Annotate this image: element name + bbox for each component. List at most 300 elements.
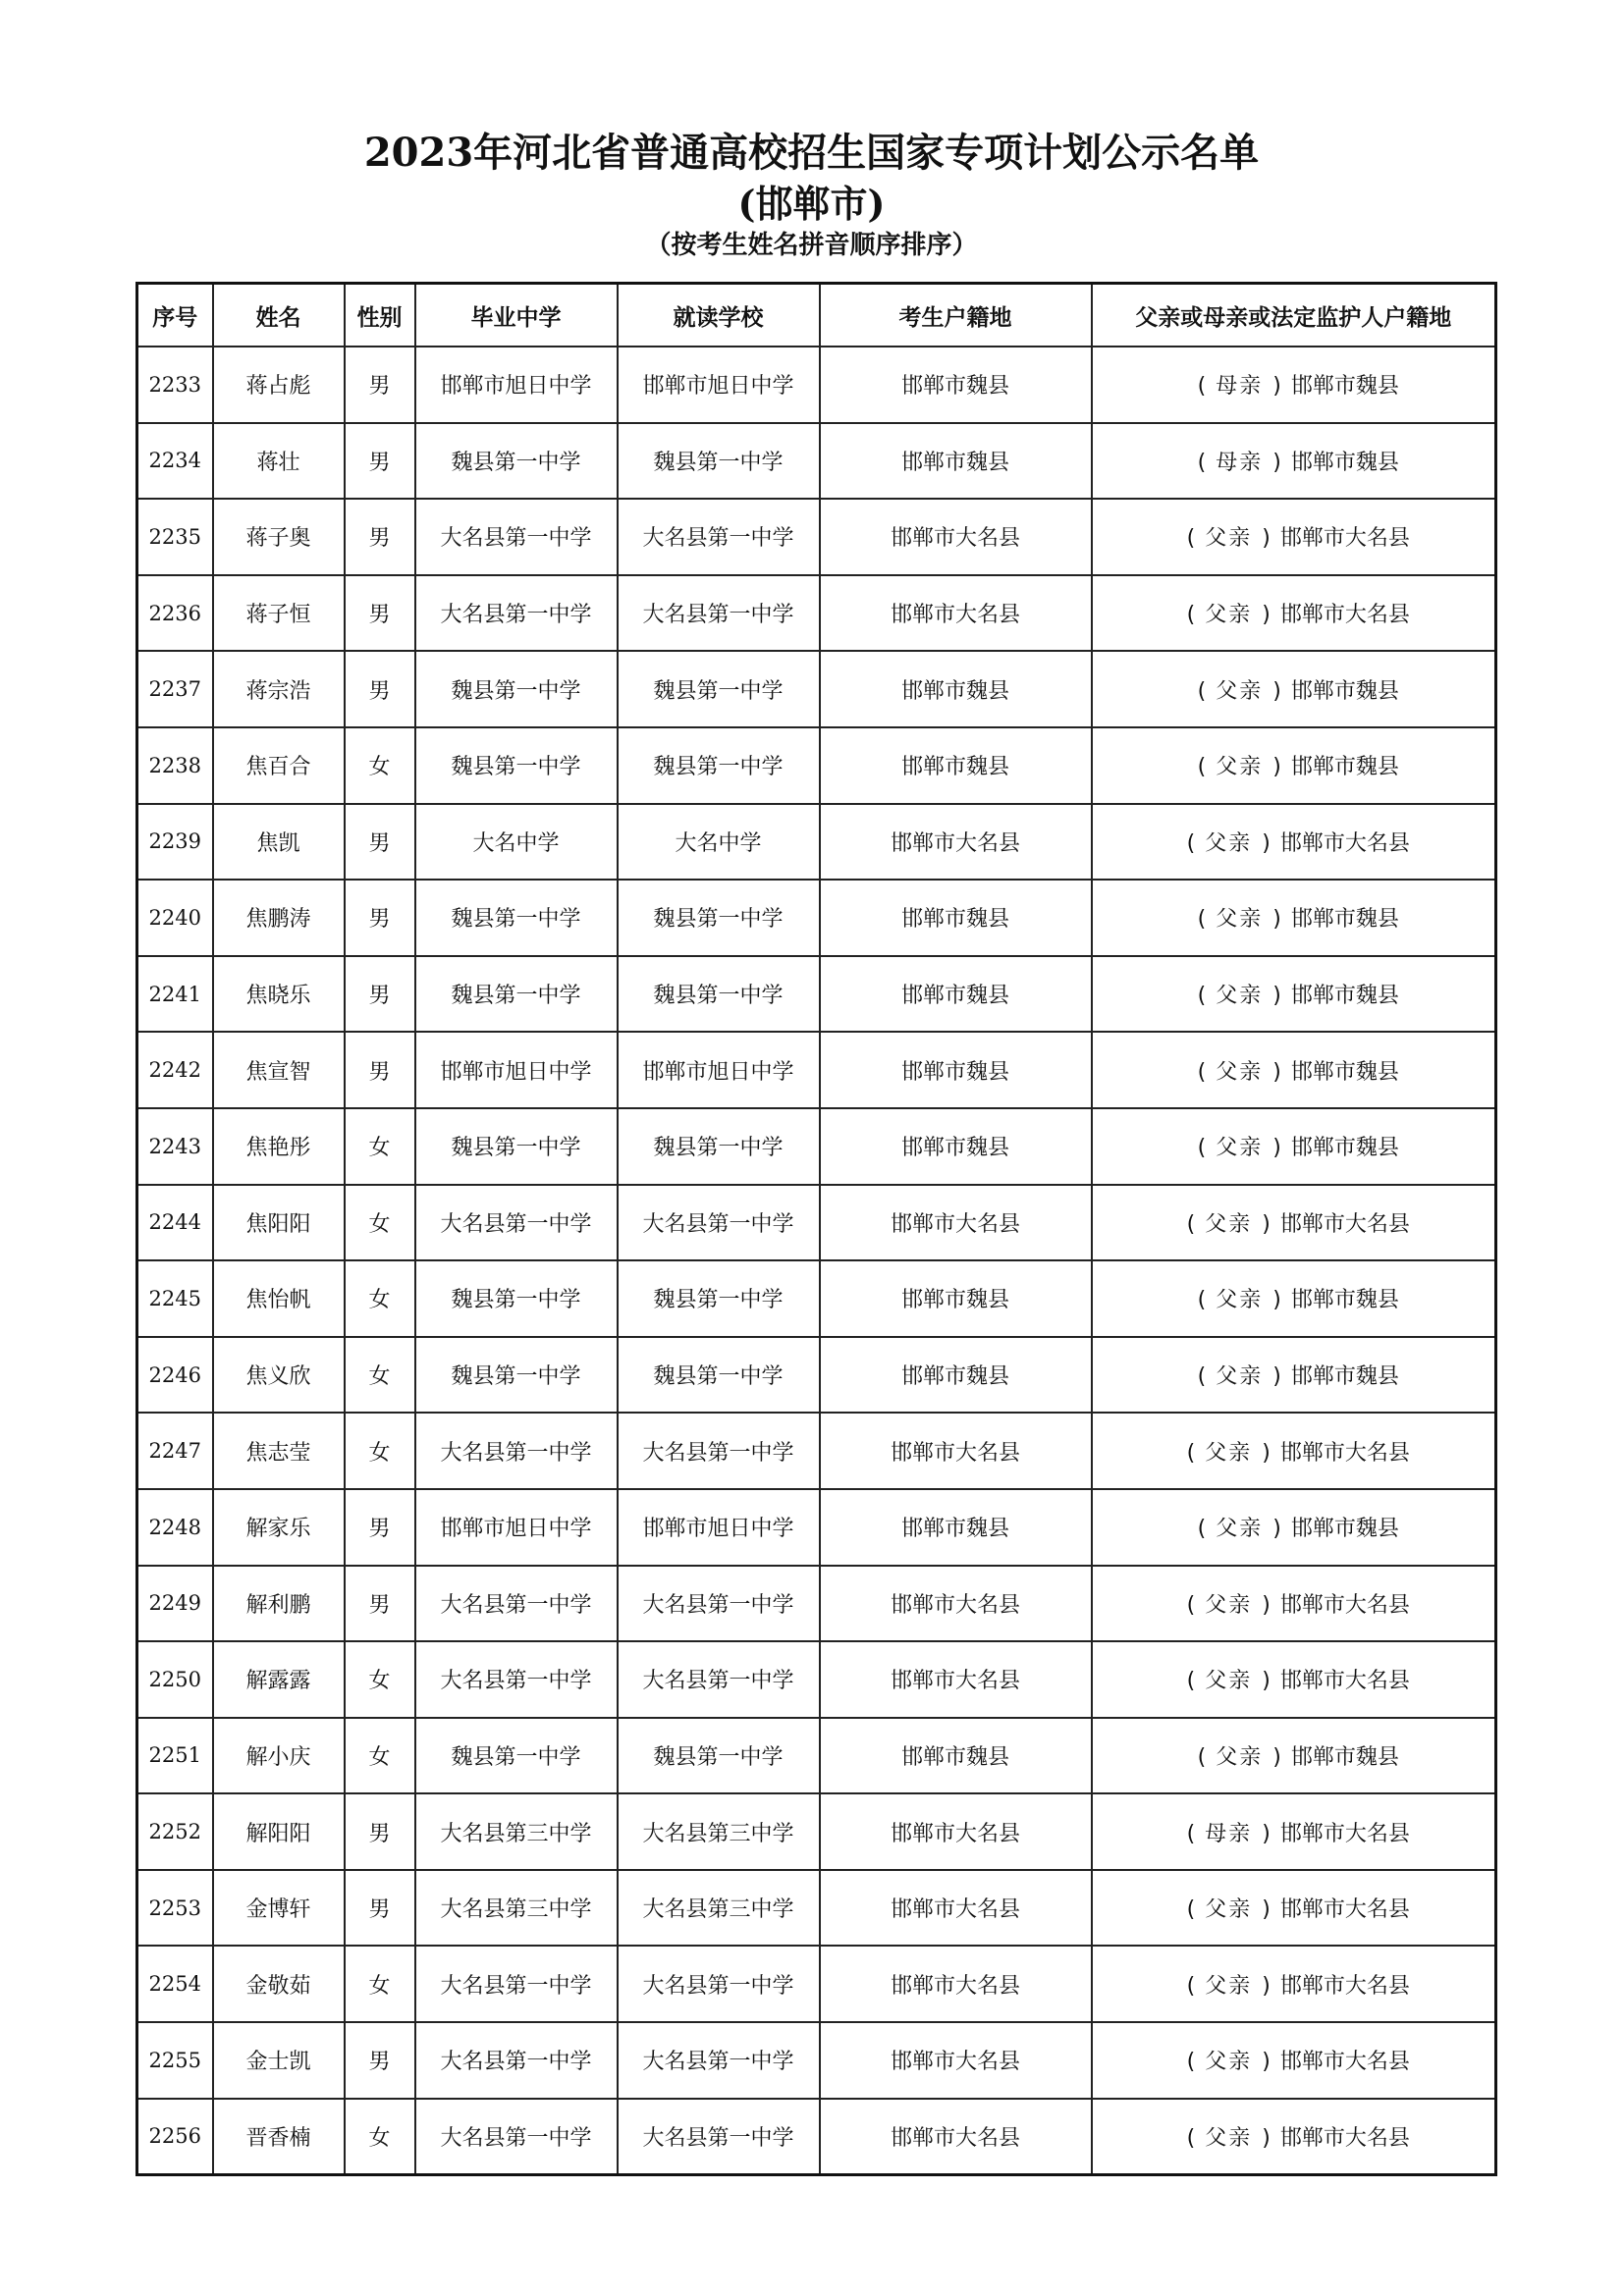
cell-school: 魏县第一中学: [618, 423, 820, 500]
table-row: [137, 880, 1496, 956]
cell-grad-school: 大名县第一中学: [415, 499, 618, 575]
cell-gender: 男: [345, 880, 415, 956]
guardian-relation: 父亲: [1216, 1136, 1264, 1161]
cell-gender: 男: [345, 575, 415, 652]
cell-grad-school: 大名县第三中学: [415, 1870, 618, 1947]
guardian-place: 邯郸市魏县: [1290, 984, 1399, 1009]
roster-table: [135, 282, 1497, 2176]
cell-school: 邯郸市旭日中学: [618, 347, 820, 423]
cell-school: 魏县第一中学: [618, 880, 820, 956]
guardian-relation: 父亲: [1216, 1288, 1264, 1313]
cell-guardian-household: [1092, 1185, 1496, 1261]
close-paren: ): [1272, 1288, 1281, 1313]
close-paren: ): [1272, 984, 1281, 1009]
cell-guardian-household: [1092, 1337, 1496, 1414]
cell-guardian-household: [1092, 880, 1496, 956]
table-row: [137, 651, 1496, 727]
open-paren: (: [1186, 2050, 1196, 2075]
cell-grad-school: 大名县第一中学: [415, 1566, 618, 1642]
column-header-name: 姓名: [213, 284, 345, 347]
cell-no: 2243: [137, 1108, 213, 1185]
cell-household: 邯郸市魏县: [820, 880, 1092, 956]
guardian-relation: 父亲: [1205, 830, 1253, 856]
cell-no: 2240: [137, 880, 213, 956]
column-header-grad-school: 毕业中学: [415, 284, 618, 347]
cell-guardian-household: [1092, 1946, 1496, 2022]
guardian-relation: 父亲: [1205, 1440, 1253, 1466]
open-paren: (: [1186, 1592, 1196, 1618]
cell-school: 大名县第一中学: [618, 575, 820, 652]
cell-no: 2253: [137, 1870, 213, 1947]
cell-household: 邯郸市大名县: [820, 804, 1092, 881]
cell-no: 2241: [137, 956, 213, 1033]
cell-grad-school: 魏县第一中学: [415, 1718, 618, 1794]
guardian-place: 邯郸市魏县: [1290, 1288, 1399, 1313]
guardian-relation: 父亲: [1205, 1973, 1253, 1999]
cell-household: 邯郸市大名县: [820, 1946, 1092, 2022]
column-header-no: 序号: [137, 284, 213, 347]
cell-guardian-household: [1092, 1870, 1496, 1947]
cell-name: 焦艳彤: [213, 1108, 345, 1185]
cell-gender: 男: [345, 1793, 415, 1870]
cell-name: 解阳阳: [213, 1793, 345, 1870]
cell-guardian-household: [1092, 804, 1496, 881]
table-row: [137, 1718, 1496, 1794]
table-row: [137, 1260, 1496, 1337]
guardian-place: 邯郸市大名县: [1279, 1440, 1410, 1466]
guardian-place: 邯郸市魏县: [1290, 755, 1399, 780]
cell-school: 邯郸市旭日中学: [618, 1032, 820, 1108]
cell-guardian-household: [1092, 2099, 1496, 2175]
open-paren: (: [1186, 603, 1196, 628]
cell-school: 魏县第一中学: [618, 727, 820, 804]
cell-name: 焦鹏涛: [213, 880, 345, 956]
open-paren: (: [1197, 1136, 1207, 1161]
cell-grad-school: 大名县第一中学: [415, 2022, 618, 2099]
cell-school: 大名中学: [618, 804, 820, 881]
cell-gender: 男: [345, 804, 415, 881]
cell-grad-school: 大名县第一中学: [415, 1641, 618, 1718]
table-row: [137, 575, 1496, 652]
cell-household: 邯郸市大名县: [820, 1413, 1092, 1489]
cell-grad-school: 魏县第一中学: [415, 1260, 618, 1337]
cell-grad-school: 魏县第一中学: [415, 1337, 618, 1414]
cell-no: 2245: [137, 1260, 213, 1337]
cell-name: 蒋宗浩: [213, 651, 345, 727]
open-paren: (: [1197, 907, 1207, 933]
close-paren: ): [1272, 1744, 1281, 1770]
open-paren: (: [1186, 1440, 1196, 1466]
guardian-relation: 父亲: [1216, 907, 1264, 933]
open-paren: (: [1186, 830, 1196, 856]
cell-name: 金士凯: [213, 2022, 345, 2099]
cell-guardian-household: [1092, 1793, 1496, 1870]
cell-no: 2247: [137, 1413, 213, 1489]
guardian-relation: 父亲: [1205, 1592, 1253, 1618]
sort-note: （按考生姓名拼音顺序排序）: [645, 231, 978, 260]
guardian-place: 邯郸市大名县: [1279, 1973, 1410, 1999]
cell-no: 2250: [137, 1641, 213, 1718]
close-paren: ): [1262, 1821, 1271, 1846]
cell-grad-school: 大名县第一中学: [415, 1946, 618, 2022]
cell-school: 大名县第一中学: [618, 499, 820, 575]
cell-name: 金博轩: [213, 1870, 345, 1947]
table-header-row: [137, 284, 1496, 347]
cell-guardian-household: [1092, 1566, 1496, 1642]
table-row: [137, 2022, 1496, 2099]
guardian-place: 邯郸市大名县: [1279, 1211, 1410, 1237]
cell-grad-school: 大名县第三中学: [415, 1793, 618, 1870]
table-row: [137, 956, 1496, 1033]
table-row: [137, 423, 1496, 500]
guardian-relation: 母亲: [1205, 1821, 1253, 1846]
guardian-relation: 父亲: [1205, 1211, 1253, 1237]
close-paren: ): [1262, 603, 1271, 628]
cell-school: 大名县第三中学: [618, 1870, 820, 1947]
cell-no: 2251: [137, 1718, 213, 1794]
cell-guardian-household: [1092, 1032, 1496, 1108]
cell-gender: 男: [345, 2022, 415, 2099]
close-paren: ): [1262, 1669, 1271, 1694]
guardian-relation: 母亲: [1216, 374, 1264, 400]
cell-grad-school: 魏县第一中学: [415, 727, 618, 804]
table-row: [137, 1413, 1496, 1489]
cell-household: 邯郸市大名县: [820, 499, 1092, 575]
cell-household: 邯郸市魏县: [820, 347, 1092, 423]
guardian-place: 邯郸市魏县: [1290, 450, 1399, 475]
cell-household: 邯郸市大名县: [820, 1566, 1092, 1642]
cell-no: 2256: [137, 2099, 213, 2175]
close-paren: ): [1262, 1897, 1271, 1923]
cell-name: 蒋壮: [213, 423, 345, 500]
cell-gender: 女: [345, 1413, 415, 1489]
open-paren: (: [1197, 1517, 1207, 1542]
cell-grad-school: 邯郸市旭日中学: [415, 347, 618, 423]
cell-no: 2242: [137, 1032, 213, 1108]
cell-name: 焦怡帆: [213, 1260, 345, 1337]
cell-no: 2236: [137, 575, 213, 652]
cell-gender: 女: [345, 1641, 415, 1718]
cell-school: 魏县第一中学: [618, 1337, 820, 1414]
close-paren: ): [1272, 1136, 1281, 1161]
cell-name: 焦宣智: [213, 1032, 345, 1108]
close-paren: ): [1272, 1364, 1281, 1390]
cell-household: 邯郸市大名县: [820, 2099, 1092, 2175]
guardian-place: 邯郸市魏县: [1290, 374, 1399, 400]
cell-no: 2238: [137, 727, 213, 804]
guardian-relation: 父亲: [1216, 678, 1264, 704]
table-row: [137, 727, 1496, 804]
cell-guardian-household: [1092, 1260, 1496, 1337]
cell-no: 2234: [137, 423, 213, 500]
cell-gender: 女: [345, 1108, 415, 1185]
cell-household: 邯郸市大名县: [820, 1185, 1092, 1261]
cell-guardian-household: [1092, 1489, 1496, 1566]
cell-no: 2233: [137, 347, 213, 423]
open-paren: (: [1197, 1288, 1207, 1313]
table-row: [137, 1566, 1496, 1642]
cell-guardian-household: [1092, 727, 1496, 804]
cell-no: 2255: [137, 2022, 213, 2099]
cell-gender: 男: [345, 499, 415, 575]
open-paren: (: [1186, 1973, 1196, 1999]
cell-name: 焦阳阳: [213, 1185, 345, 1261]
cell-name: 解露露: [213, 1641, 345, 1718]
cell-name: 蒋子奥: [213, 499, 345, 575]
cell-household: 邯郸市魏县: [820, 727, 1092, 804]
cell-household: 邯郸市大名县: [820, 1641, 1092, 1718]
cell-gender: 男: [345, 956, 415, 1033]
open-paren: (: [1186, 1211, 1196, 1237]
cell-gender: 男: [345, 1489, 415, 1566]
guardian-place: 邯郸市大名县: [1279, 526, 1410, 552]
table-row: [137, 1793, 1496, 1870]
guardian-place: 邯郸市魏县: [1290, 1059, 1399, 1085]
cell-household: 邯郸市魏县: [820, 1032, 1092, 1108]
column-header-guardian-household: 父亲或母亲或法定监护人户籍地: [1092, 284, 1496, 347]
cell-name: 焦晓乐: [213, 956, 345, 1033]
cell-no: 2249: [137, 1566, 213, 1642]
cell-name: 焦志莹: [213, 1413, 345, 1489]
table-row: [137, 1641, 1496, 1718]
cell-guardian-household: [1092, 2022, 1496, 2099]
close-paren: ): [1262, 2125, 1271, 2151]
cell-no: 2254: [137, 1946, 213, 2022]
guardian-place: 邯郸市大名县: [1279, 1592, 1410, 1618]
table-row: [137, 804, 1496, 881]
table-row: [137, 347, 1496, 423]
cell-grad-school: 大名县第一中学: [415, 2099, 618, 2175]
close-paren: ): [1272, 678, 1281, 704]
close-paren: ): [1262, 1211, 1271, 1237]
cell-household: 邯郸市魏县: [820, 1718, 1092, 1794]
open-paren: (: [1186, 1821, 1196, 1846]
cell-no: 2252: [137, 1793, 213, 1870]
guardian-relation: 父亲: [1216, 755, 1264, 780]
guardian-place: 邯郸市大名县: [1279, 1821, 1410, 1846]
guardian-relation: 父亲: [1216, 1364, 1264, 1390]
page-title: 2023年河北省普通高校招生国家专项计划公示名单: [363, 130, 1260, 176]
cell-gender: 男: [345, 651, 415, 727]
open-paren: (: [1197, 450, 1207, 475]
cell-school: 魏县第一中学: [618, 956, 820, 1033]
column-header-gender: 性别: [345, 284, 415, 347]
cell-name: 金敬茹: [213, 1946, 345, 2022]
cell-school: 大名县第一中学: [618, 1641, 820, 1718]
cell-guardian-household: [1092, 423, 1496, 500]
cell-household: 邯郸市魏县: [820, 1260, 1092, 1337]
cell-name: 蒋占彪: [213, 347, 345, 423]
cell-guardian-household: [1092, 956, 1496, 1033]
close-paren: ): [1272, 450, 1281, 475]
cell-household: 邯郸市魏县: [820, 1337, 1092, 1414]
cell-gender: 男: [345, 1566, 415, 1642]
cell-grad-school: 邯郸市旭日中学: [415, 1032, 618, 1108]
cell-household: 邯郸市大名县: [820, 1793, 1092, 1870]
cell-household: 邯郸市魏县: [820, 1489, 1092, 1566]
open-paren: (: [1197, 755, 1207, 780]
guardian-relation: 父亲: [1205, 2125, 1253, 2151]
cell-gender: 男: [345, 1032, 415, 1108]
guardian-place: 邯郸市魏县: [1290, 907, 1399, 933]
guardian-relation: 父亲: [1205, 1669, 1253, 1694]
cell-school: 大名县第一中学: [618, 1566, 820, 1642]
guardian-place: 邯郸市大名县: [1279, 1897, 1410, 1923]
guardian-place: 邯郸市魏县: [1290, 1364, 1399, 1390]
table-row: [137, 1185, 1496, 1261]
cell-school: 大名县第一中学: [618, 1413, 820, 1489]
cell-name: 焦百合: [213, 727, 345, 804]
guardian-relation: 母亲: [1216, 450, 1264, 475]
close-paren: ): [1272, 755, 1281, 780]
guardian-relation: 父亲: [1216, 1744, 1264, 1770]
cell-gender: 女: [345, 1260, 415, 1337]
close-paren: ): [1262, 1592, 1271, 1618]
guardian-relation: 父亲: [1216, 1517, 1264, 1542]
cell-gender: 女: [345, 1185, 415, 1261]
close-paren: ): [1262, 526, 1271, 552]
guardian-relation: 父亲: [1216, 1059, 1264, 1085]
close-paren: ): [1262, 1440, 1271, 1466]
guardian-place: 邯郸市魏县: [1290, 1744, 1399, 1770]
cell-guardian-household: [1092, 575, 1496, 652]
cell-guardian-household: [1092, 1108, 1496, 1185]
cell-grad-school: 邯郸市旭日中学: [415, 1489, 618, 1566]
cell-school: 大名县第三中学: [618, 1793, 820, 1870]
cell-guardian-household: [1092, 347, 1496, 423]
table-row: [137, 2099, 1496, 2175]
cell-school: 大名县第一中学: [618, 2099, 820, 2175]
guardian-place: 邯郸市魏县: [1290, 1517, 1399, 1542]
cell-name: 解小庆: [213, 1718, 345, 1794]
guardian-place: 邯郸市魏县: [1290, 678, 1399, 704]
open-paren: (: [1186, 1897, 1196, 1923]
cell-name: 焦义欣: [213, 1337, 345, 1414]
cell-gender: 女: [345, 1946, 415, 2022]
guardian-place: 邯郸市大名县: [1279, 830, 1410, 856]
cell-school: 魏县第一中学: [618, 1108, 820, 1185]
cell-gender: 女: [345, 1718, 415, 1794]
open-paren: (: [1197, 678, 1207, 704]
cell-grad-school: 大名中学: [415, 804, 618, 881]
cell-household: 邯郸市魏县: [820, 1108, 1092, 1185]
cell-no: 2237: [137, 651, 213, 727]
close-paren: ): [1272, 907, 1281, 933]
cell-name: 解利鹏: [213, 1566, 345, 1642]
guardian-relation: 父亲: [1205, 526, 1253, 552]
cell-grad-school: 魏县第一中学: [415, 651, 618, 727]
open-paren: (: [1186, 2125, 1196, 2151]
cell-guardian-household: [1092, 1413, 1496, 1489]
table-row: [137, 1108, 1496, 1185]
cell-name: 晋香楠: [213, 2099, 345, 2175]
cell-school: 魏县第一中学: [618, 1260, 820, 1337]
guardian-relation: 父亲: [1205, 603, 1253, 628]
cell-school: 魏县第一中学: [618, 651, 820, 727]
open-paren: (: [1186, 526, 1196, 552]
cell-gender: 男: [345, 347, 415, 423]
open-paren: (: [1186, 1669, 1196, 1694]
cell-household: 邯郸市大名县: [820, 1870, 1092, 1947]
page-subtitle: (邯郸市): [737, 182, 886, 226]
cell-name: 解家乐: [213, 1489, 345, 1566]
open-paren: (: [1197, 984, 1207, 1009]
cell-gender: 女: [345, 727, 415, 804]
cell-name: 蒋子恒: [213, 575, 345, 652]
table-row: [137, 1946, 1496, 2022]
cell-grad-school: 魏县第一中学: [415, 423, 618, 500]
cell-grad-school: 大名县第一中学: [415, 1185, 618, 1261]
guardian-relation: 父亲: [1205, 1897, 1253, 1923]
cell-school: 大名县第一中学: [618, 2022, 820, 2099]
guardian-place: 邯郸市大名县: [1279, 1669, 1410, 1694]
cell-gender: 女: [345, 2099, 415, 2175]
close-paren: ): [1262, 830, 1271, 856]
cell-gender: 女: [345, 1337, 415, 1414]
close-paren: ): [1262, 1973, 1271, 1999]
cell-guardian-household: [1092, 651, 1496, 727]
cell-name: 焦凯: [213, 804, 345, 881]
cell-household: 邯郸市魏县: [820, 956, 1092, 1033]
table-row: [137, 1032, 1496, 1108]
guardian-place: 邯郸市魏县: [1290, 1136, 1399, 1161]
close-paren: ): [1262, 2050, 1271, 2075]
cell-no: 2235: [137, 499, 213, 575]
open-paren: (: [1197, 1059, 1207, 1085]
table-row: [137, 1337, 1496, 1414]
cell-school: 大名县第一中学: [618, 1946, 820, 2022]
close-paren: ): [1272, 1059, 1281, 1085]
cell-household: 邯郸市魏县: [820, 651, 1092, 727]
cell-household: 邯郸市大名县: [820, 2022, 1092, 2099]
open-paren: (: [1197, 1744, 1207, 1770]
cell-grad-school: 魏县第一中学: [415, 956, 618, 1033]
cell-school: 大名县第一中学: [618, 1185, 820, 1261]
cell-grad-school: 魏县第一中学: [415, 880, 618, 956]
cell-grad-school: 大名县第一中学: [415, 575, 618, 652]
column-header-school: 就读学校: [618, 284, 820, 347]
cell-gender: 男: [345, 423, 415, 500]
cell-grad-school: 魏县第一中学: [415, 1108, 618, 1185]
guardian-relation: 父亲: [1216, 984, 1264, 1009]
cell-grad-school: 大名县第一中学: [415, 1413, 618, 1489]
cell-household: 邯郸市魏县: [820, 423, 1092, 500]
cell-gender: 男: [345, 1870, 415, 1947]
close-paren: ): [1272, 374, 1281, 400]
table-row: [137, 1870, 1496, 1947]
cell-guardian-household: [1092, 499, 1496, 575]
close-paren: ): [1272, 1517, 1281, 1542]
table-row: [137, 499, 1496, 575]
guardian-relation: 父亲: [1205, 2050, 1253, 2075]
column-header-household: 考生户籍地: [820, 284, 1092, 347]
cell-no: 2239: [137, 804, 213, 881]
cell-guardian-household: [1092, 1641, 1496, 1718]
cell-no: 2244: [137, 1185, 213, 1261]
open-paren: (: [1197, 1364, 1207, 1390]
guardian-place: 邯郸市大名县: [1279, 603, 1410, 628]
cell-no: 2248: [137, 1489, 213, 1566]
guardian-place: 邯郸市大名县: [1279, 2125, 1410, 2151]
cell-guardian-household: [1092, 1718, 1496, 1794]
cell-school: 魏县第一中学: [618, 1718, 820, 1794]
open-paren: (: [1197, 374, 1207, 400]
cell-household: 邯郸市大名县: [820, 575, 1092, 652]
cell-school: 邯郸市旭日中学: [618, 1489, 820, 1566]
guardian-place: 邯郸市大名县: [1279, 2050, 1410, 2075]
table-row: [137, 1489, 1496, 1566]
cell-no: 2246: [137, 1337, 213, 1414]
